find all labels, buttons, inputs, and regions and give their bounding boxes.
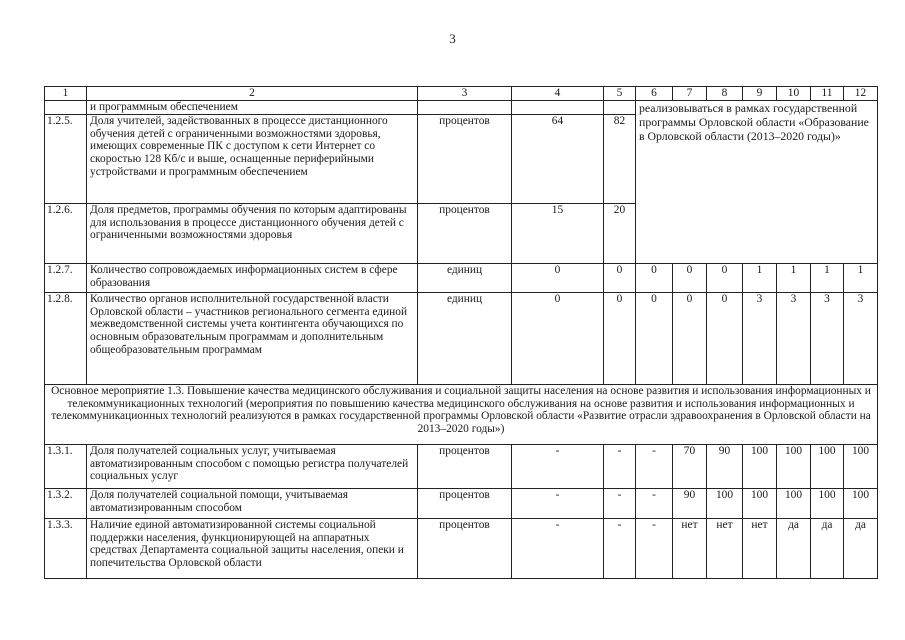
row-unit: единиц: [418, 264, 512, 293]
row-number: [45, 101, 87, 115]
row-value: 100: [777, 489, 811, 519]
table-row: [45, 489, 878, 519]
col-header: 10: [777, 87, 811, 101]
row-value: -: [512, 445, 604, 489]
row-number: 1.3.1.: [45, 445, 87, 489]
row-value: 3: [844, 293, 878, 385]
row-value: 0: [512, 293, 604, 385]
row-value: 100: [844, 489, 878, 519]
row-value: 1: [811, 264, 844, 293]
row-value: 0: [604, 264, 636, 293]
row-value: [604, 101, 636, 115]
row-value: 0: [604, 293, 636, 385]
table-row: [45, 264, 878, 293]
row-value: 100: [743, 489, 777, 519]
row-value: -: [512, 489, 604, 519]
row-value: -: [604, 519, 636, 579]
row-unit: процентов: [418, 445, 512, 489]
row-value: нет: [743, 519, 777, 579]
row-number: 1.2.7.: [45, 264, 87, 293]
page-number: 3: [449, 31, 456, 46]
row-unit: [418, 101, 512, 115]
row-number: 1.2.6.: [45, 204, 87, 264]
row-value: -: [636, 445, 673, 489]
col-header: 2: [87, 87, 418, 101]
row-value: -: [636, 489, 673, 519]
col-header: 1: [45, 87, 87, 101]
row-value: 100: [811, 489, 844, 519]
row-value: 1: [743, 264, 777, 293]
row-value: 0: [707, 293, 743, 385]
row-value: 82: [604, 115, 636, 204]
row-value: 1: [844, 264, 878, 293]
header-row: [45, 87, 878, 101]
row-value: да: [844, 519, 878, 579]
row-description: Количество сопровождаемых информационных систем в сфере образования: [87, 264, 418, 293]
program-note: реализовываться в рамках государственной программы Орловской области «Образование в Орловской области (2013–2020 годы)»: [636, 101, 878, 264]
col-header: 11: [811, 87, 844, 101]
row-unit: процентов: [418, 115, 512, 204]
col-header: 3: [418, 87, 512, 101]
row-value: 3: [811, 293, 844, 385]
row-number: 1.3.3.: [45, 519, 87, 579]
row-value: 1: [777, 264, 811, 293]
row-description: Доля получателей социальных услуг, учитываемая автоматизированным способом с помощью регистра получателей социальных услуг: [87, 445, 418, 489]
row-description: и программным обеспечением: [87, 101, 418, 115]
table-row: [45, 445, 878, 489]
col-header: 6: [636, 87, 673, 101]
row-value: 0: [512, 264, 604, 293]
row-value: 0: [636, 293, 673, 385]
row-unit: процентов: [418, 204, 512, 264]
row-description: Доля учителей, задействованных в процессе дистанционного обучения детей с ограниченными возможностями здоровья, имеющих современные ПК с доступом к сети Интернет со скоростью 128 Кб/с и выше, оснащенные периферийными устройствами и программным обеспечением: [87, 115, 418, 204]
table-row: [45, 293, 878, 385]
row-value: [512, 101, 604, 115]
col-header: 12: [844, 87, 878, 101]
row-value: нет: [673, 519, 707, 579]
table-row: [45, 101, 878, 115]
row-description: Наличие единой автоматизированной системы социальной поддержки населения, функционирующей на аппаратных средствах Департамента социальной защиты населения, опеки и попечительства Орловской области: [87, 519, 418, 579]
row-value: 15: [512, 204, 604, 264]
row-value: 100: [707, 489, 743, 519]
col-header: 4: [512, 87, 604, 101]
row-number: 1.3.2.: [45, 489, 87, 519]
indicators-table: [44, 86, 878, 579]
row-value: -: [636, 519, 673, 579]
row-value: 0: [636, 264, 673, 293]
row-value: 100: [743, 445, 777, 489]
row-value: 0: [673, 293, 707, 385]
row-number: 1.2.8.: [45, 293, 87, 385]
table-row: [45, 519, 878, 579]
row-value: 0: [707, 264, 743, 293]
row-value: 100: [844, 445, 878, 489]
row-value: 90: [707, 445, 743, 489]
row-description: Доля предметов, программы обучения по которым адаптированы для использования в процессе дистанционного обучения детей с ограниченными возможностями здоровья: [87, 204, 418, 264]
row-value: 70: [673, 445, 707, 489]
row-value: 64: [512, 115, 604, 204]
row-unit: процентов: [418, 519, 512, 579]
col-header: 7: [673, 87, 707, 101]
row-description: Количество органов исполнительной государственной власти Орловской области – участников регионального сегмента единой межведомственной системы учета контингента обучающихся по основным образовательным программам и дополнительным общеобразовательным программам: [87, 293, 418, 385]
row-value: 100: [811, 445, 844, 489]
row-value: нет: [707, 519, 743, 579]
section-title: Основное мероприятие 1.3. Повышение качества медицинского обслуживания и социальной защиты населения на основе развития и использования информационных и телекоммуникационных технологий (мероприятия по повышению качества медицинского обслуживания на основе развития и использования информационных и телекоммуникационных технологий реализуются в рамках государственной программы Орловской области «Развитие отрасли здравоохранения в Орловской области на 2013–2020 годы»): [45, 385, 878, 445]
row-value: 3: [743, 293, 777, 385]
section-row: [45, 385, 878, 445]
row-value: 90: [673, 489, 707, 519]
row-value: -: [604, 489, 636, 519]
row-value: 3: [777, 293, 811, 385]
col-header: 9: [743, 87, 777, 101]
row-description: Доля получателей социальной помощи, учитываемая автоматизированным способом: [87, 489, 418, 519]
row-value: -: [604, 445, 636, 489]
row-value: -: [512, 519, 604, 579]
row-value: да: [777, 519, 811, 579]
row-value: 0: [673, 264, 707, 293]
row-value: 100: [777, 445, 811, 489]
row-unit: процентов: [418, 489, 512, 519]
col-header: 5: [604, 87, 636, 101]
row-value: да: [811, 519, 844, 579]
row-number: 1.2.5.: [45, 115, 87, 204]
row-unit: единиц: [418, 293, 512, 385]
row-value: 20: [604, 204, 636, 264]
col-header: 8: [707, 87, 743, 101]
